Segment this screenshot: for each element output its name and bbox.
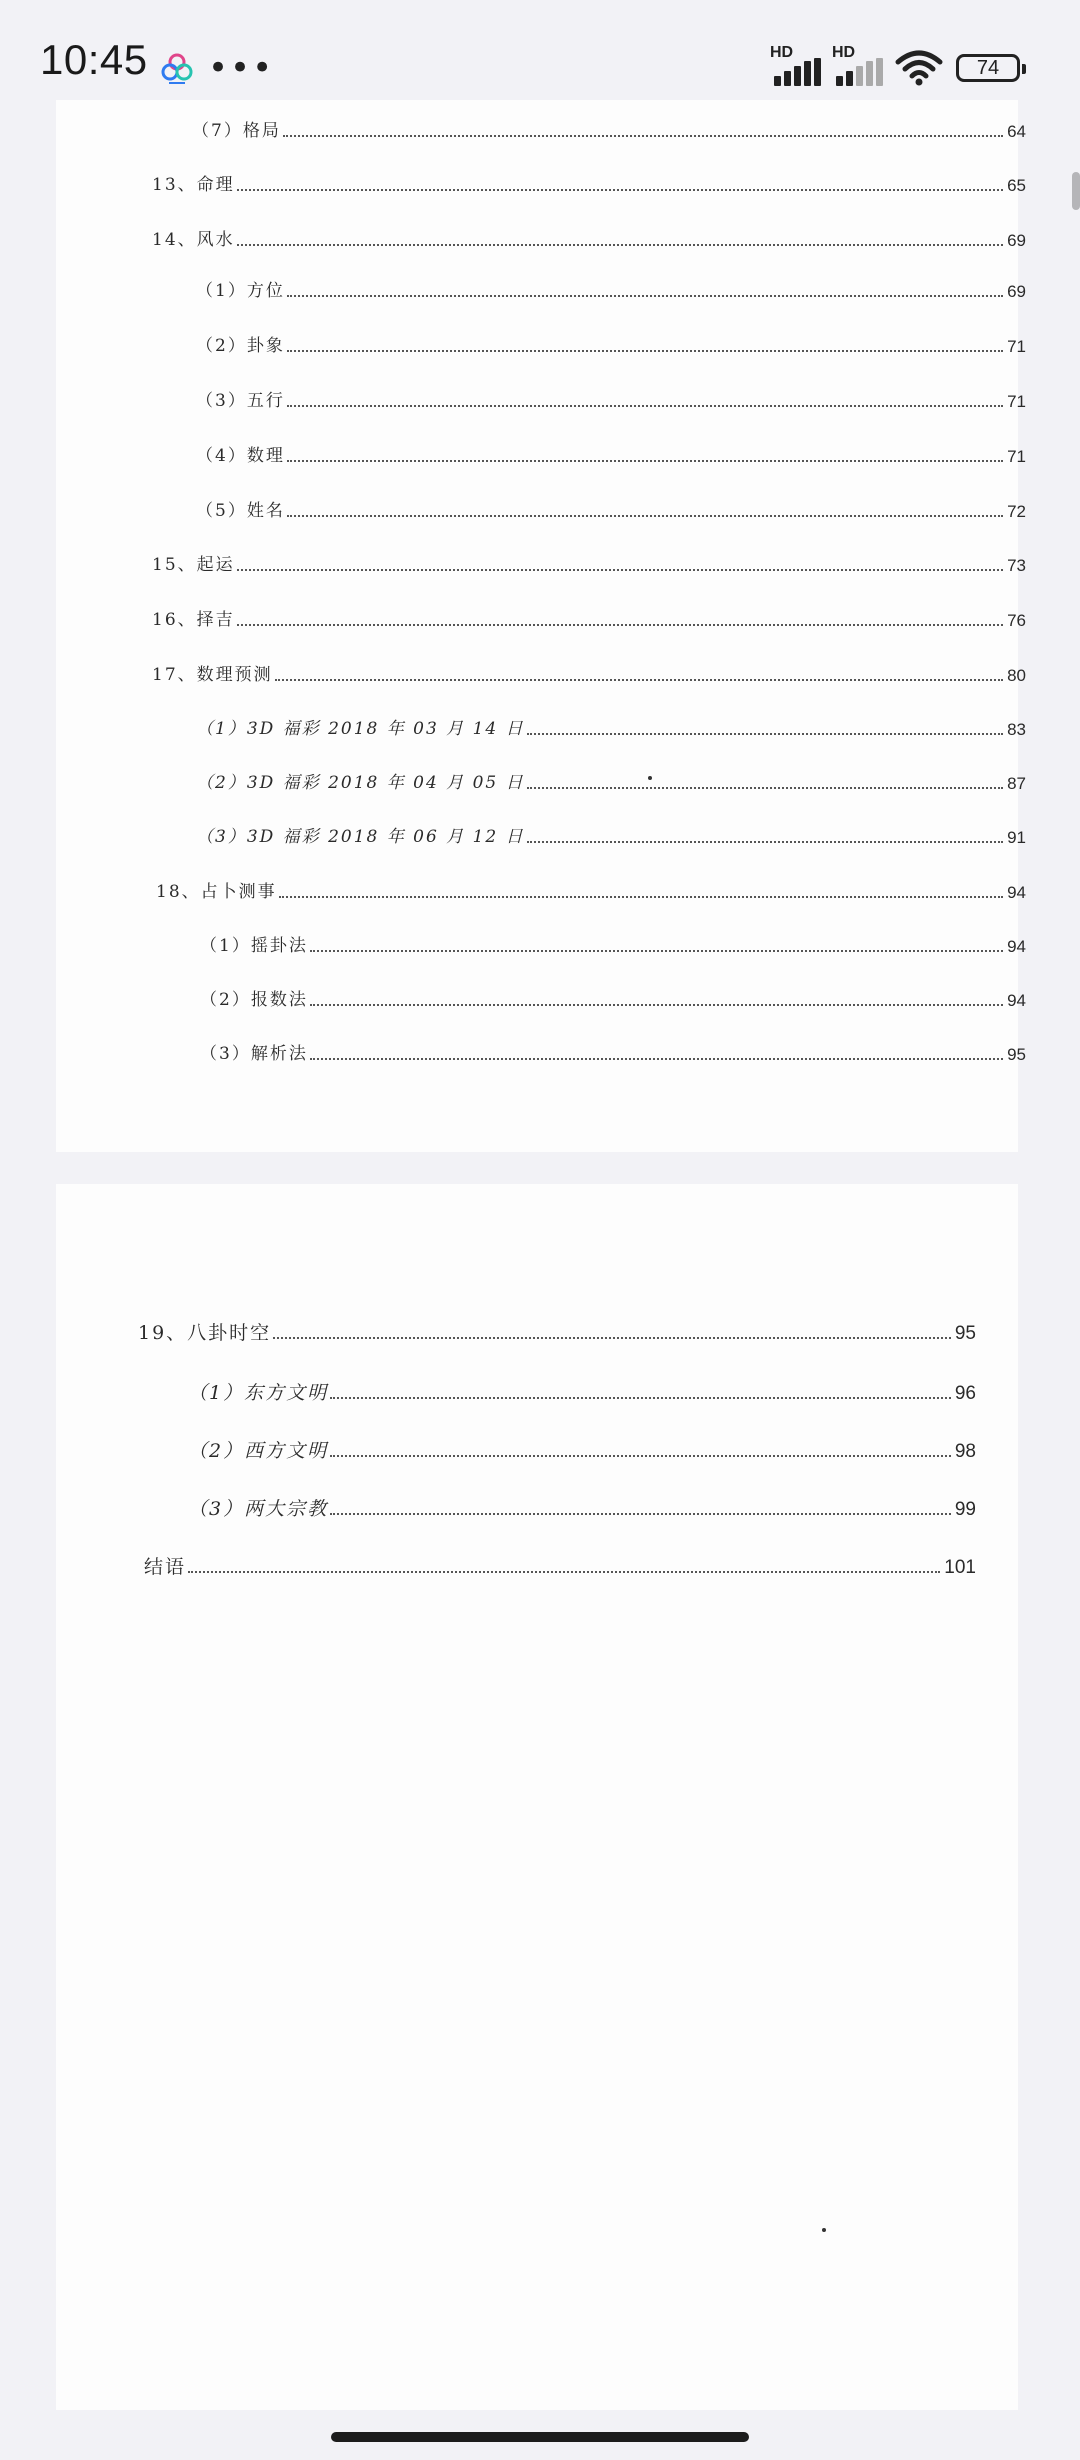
toc-entry-label: （7）格局	[192, 121, 281, 141]
toc-leader-dots	[330, 1397, 951, 1399]
toc-leader-dots	[237, 569, 1003, 571]
toc-entry[interactable]	[196, 760, 1026, 794]
toc-entry-page: 71	[1007, 337, 1026, 356]
toc-entry[interactable]	[144, 1544, 976, 1578]
toc-leader-dots	[310, 1004, 1003, 1006]
toc-entry-label: （5）姓名	[196, 501, 285, 521]
toc-leader-dots	[527, 787, 1003, 789]
toc-entry[interactable]	[196, 323, 1026, 357]
toc-leader-dots	[527, 733, 1003, 735]
toc-entry[interactable]	[196, 488, 1026, 522]
toc-entry[interactable]	[188, 1370, 976, 1404]
clock: 10:45	[40, 36, 148, 83]
toc-entry-page: 64	[1007, 122, 1026, 141]
toc-entry-label: 13、命理	[152, 175, 235, 195]
toc-entry-label: （2）报数法	[200, 990, 308, 1010]
toc-entry-page: 94	[1007, 991, 1026, 1010]
toc-entry-label: 结语	[144, 1556, 187, 1578]
toc-entry-page: 83	[1007, 720, 1026, 739]
toc-entry[interactable]	[200, 923, 1026, 957]
document-page-1[interactable]	[56, 100, 1026, 1152]
toc-entry[interactable]	[188, 1486, 976, 1520]
toc-leader-dots	[237, 244, 1003, 246]
toc-entry-label: 19、八卦时空	[138, 1322, 272, 1344]
toc-entry-page: 71	[1007, 447, 1026, 466]
multi-circle-icon	[160, 52, 194, 86]
toc-entry[interactable]	[152, 542, 1026, 576]
scan-speck	[648, 776, 652, 780]
home-indicator[interactable]	[331, 2432, 749, 2442]
toc-leader-dots	[287, 405, 1003, 407]
toc-entry-page: 87	[1007, 774, 1026, 793]
toc-leader-dots	[287, 295, 1003, 297]
toc-entry-label: （1）东方文明	[188, 1382, 329, 1404]
toc-entry-page: 72	[1007, 502, 1026, 521]
toc-entry[interactable]	[152, 217, 1026, 251]
toc-entry-page: 95	[1007, 1045, 1026, 1064]
toc-entry[interactable]	[196, 814, 1026, 848]
toc-entry-label: 14、风水	[152, 230, 235, 250]
toc-entry-page: 94	[1007, 883, 1026, 902]
toc-entry[interactable]	[196, 378, 1026, 412]
toc-entry-label: （2）卦象	[196, 336, 285, 356]
toc-leader-dots	[330, 1455, 951, 1457]
toc-entry-label: （1）3D 福彩 2018 年 03 月 14 日	[196, 719, 525, 739]
more-dots-icon: •••	[208, 48, 275, 88]
toc-entry-page: 94	[1007, 937, 1026, 956]
toc-entry-page: 80	[1007, 666, 1026, 685]
toc-entry-label: 17、数理预测	[152, 665, 273, 685]
toc-leader-dots	[527, 841, 1003, 843]
battery-indicator: 74	[956, 54, 1020, 82]
toc-leader-dots	[283, 135, 1003, 137]
toc-entry-page: 96	[954, 1383, 976, 1404]
toc-entry-label: 15、起运	[152, 555, 235, 575]
toc-entry-page: 91	[1007, 828, 1026, 847]
toc-leader-dots	[310, 950, 1003, 952]
toc-entry-label: 16、择吉	[152, 610, 235, 630]
toc-entry[interactable]	[152, 162, 1026, 196]
cellular-signal-2-icon	[832, 46, 884, 86]
toc-entry-label: （1）摇卦法	[200, 936, 308, 956]
toc-entry-page: 101	[944, 1557, 976, 1578]
toc-entry-label: （4）数理	[196, 446, 285, 466]
toc-leader-dots	[237, 189, 1003, 191]
toc-leader-dots	[273, 1337, 951, 1339]
toc-entry-page: 69	[1007, 282, 1026, 301]
toc-leader-dots	[330, 1513, 951, 1515]
toc-entry[interactable]	[192, 108, 1026, 142]
toc-entry[interactable]	[196, 268, 1026, 302]
toc-entry-label: （2）西方文明	[188, 1440, 329, 1462]
toc-entry[interactable]	[152, 597, 1026, 631]
cellular-signal-1-icon	[770, 46, 822, 86]
toc-leader-dots	[287, 460, 1003, 462]
hd-label-2: HD	[832, 44, 856, 61]
status-bar	[0, 0, 1080, 100]
toc-entry-page: 76	[1007, 611, 1026, 630]
toc-entry-page: 71	[1007, 392, 1026, 411]
scrollbar-thumb[interactable]	[1072, 172, 1080, 210]
toc-entry-page: 98	[954, 1441, 976, 1462]
toc-leader-dots	[287, 350, 1003, 352]
document-page-2[interactable]	[56, 1184, 1018, 2410]
toc-leader-dots	[279, 896, 1003, 898]
toc-leader-dots	[188, 1571, 940, 1573]
toc-leader-dots	[287, 515, 1003, 517]
toc-entry-label: （2）3D 福彩 2018 年 04 月 05 日	[196, 773, 525, 793]
toc-entry[interactable]	[196, 706, 1026, 740]
toc-entry[interactable]	[152, 652, 1026, 686]
toc-entry-label: （3）解析法	[200, 1044, 308, 1064]
toc-entry[interactable]	[200, 977, 1026, 1011]
toc-entry-page: 95	[954, 1323, 976, 1344]
toc-entry-page: 99	[954, 1499, 976, 1520]
toc-entry-label: （3）3D 福彩 2018 年 06 月 12 日	[196, 827, 525, 847]
toc-entry-label: （1）方位	[196, 281, 285, 301]
wifi-icon	[894, 48, 944, 86]
toc-entry[interactable]	[196, 433, 1026, 467]
toc-entry-page: 65	[1007, 176, 1026, 195]
toc-leader-dots	[275, 679, 1003, 681]
toc-entry-label: 18、占卜测事	[156, 882, 277, 902]
toc-entry-label: （3）五行	[196, 391, 285, 411]
toc-entry[interactable]	[188, 1428, 976, 1462]
scan-speck	[822, 2228, 826, 2232]
toc-entry-page: 73	[1007, 556, 1026, 575]
toc-leader-dots	[237, 624, 1003, 626]
toc-entry[interactable]	[200, 1031, 1026, 1065]
toc-entry-label: （3）两大宗教	[188, 1498, 329, 1520]
toc-leader-dots	[310, 1058, 1003, 1060]
hd-label-1: HD	[770, 44, 794, 61]
toc-entry-page: 69	[1007, 231, 1026, 250]
toc-entry[interactable]	[156, 869, 1026, 903]
toc-entry[interactable]	[138, 1310, 976, 1344]
